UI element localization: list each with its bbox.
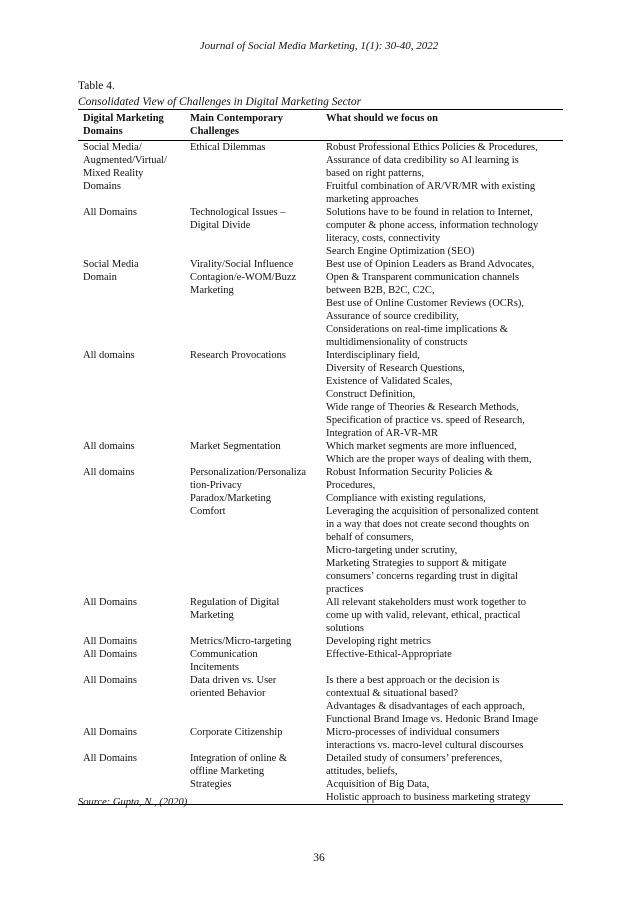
table-row: [78, 466, 563, 596]
challenge-cell: Research Provocations: [190, 350, 286, 361]
table-row: [78, 648, 563, 674]
focus-cell: Solutions have to be found in relation to Internet, computer & phone access, information technology literacy, costs, connectivity Search Engine Optimization (SEO): [326, 207, 539, 257]
table-body: [78, 141, 563, 804]
page-number: 36: [313, 852, 325, 864]
domain-cell: All Domains: [83, 207, 137, 218]
challenge-cell: Ethical Dilemmas: [190, 142, 266, 153]
challenge-cell: Virality/Social Influence Contagion/e-WOM/Buzz Marketing: [190, 259, 297, 296]
focus-cell: Detailed study of consumers’ preferences, attitudes, beliefs, Acquisition of Big Data, Holistic approach to business marketing strategy: [326, 753, 531, 803]
challenge-cell: Personalization/Personaliza tion-Privacy Paradox/Marketing Comfort: [190, 467, 307, 517]
column-header-domains: Digital Marketing Domains: [83, 113, 164, 137]
focus-cell: Is there a best approach or the decision is contextual & situational based? Advantages & disadvantages of each approach, Functional Brand Image vs. Hedonic Brand Image: [326, 675, 538, 725]
domain-cell: All domains: [83, 350, 135, 361]
challenge-cell: Data driven vs. User oriented Behavior: [190, 675, 277, 699]
focus-cell: Developing right metrics: [326, 636, 431, 647]
focus-cell: Robust Professional Ethics Policies & Procedures, Assurance of data credibility so AI learning is based on right patterns, Fruitful combination of AR/VR/MR with existing marketing approaches: [326, 142, 538, 205]
table-row: [78, 141, 563, 206]
focus-cell: Micro-processes of individual consumers interactions vs. macro-level cultural discourses: [326, 727, 524, 751]
column-header-focus: What should we focus on: [326, 113, 439, 124]
focus-cell: All relevant stakeholders must work together to come up with valid, relevant, ethical, practical solutions: [326, 597, 527, 634]
challenge-cell: Metrics/Micro-targeting: [190, 636, 292, 647]
table-row: [78, 635, 563, 648]
table-row: [78, 440, 563, 466]
table-row: [78, 726, 563, 752]
table-source-note: Source: Gupta, N., (2020): [78, 797, 188, 808]
focus-cell: Interdisciplinary field, Diversity of Research Questions, Existence of Validated Scales, Construct Definition, Wide range of Theories & Research Methods, Specification of practice vs. speed of Research, Integration of AR-VR-MR: [326, 350, 525, 439]
focus-cell: Robust Information Security Policies & Procedures, Compliance with existing regulations, Leveraging the acquisition of personalized content in a way that does not create second thoughts on behalf of consumers, Micro-targeting under scrutiny, Marketing Strategies to support & mitigate consumers’ concerns regarding trust in digital practices: [326, 467, 539, 595]
table-row: [78, 596, 563, 635]
focus-cell: Effective-Ethical-Appropriate: [326, 649, 452, 660]
challenge-cell: Regulation of Digital Marketing: [190, 597, 280, 621]
journal-header: Journal of Social Media Marketing, 1(1): 30-40, 2022: [199, 40, 439, 52]
table-row: [78, 206, 563, 258]
challenge-cell: Market Segmentation: [190, 441, 281, 452]
domain-cell: All domains: [83, 467, 135, 478]
table-caption: Consolidated View of Challenges in Digital Marketing Sector: [78, 96, 362, 108]
focus-cell: Best use of Opinion Leaders as Brand Advocates, Open & Transparent communication channels between B2B, B2C, C2C, Best use of Online Customer Reviews (OCRs), Assurance of source credibility, Considerations on real-time implications & multidimensionality of constructs: [326, 259, 535, 348]
focus-cell: Which market segments are more influenced, Which are the proper ways of dealing with them,: [326, 441, 532, 465]
table-row: [78, 674, 563, 726]
table-header-row: [78, 110, 563, 140]
domain-cell: Social Media/ Augmented/Virtual/ Mixed Reality Domains: [83, 142, 167, 192]
table-row: [78, 258, 563, 349]
domain-cell: All domains: [83, 441, 135, 452]
challenges-table: [78, 109, 563, 805]
challenge-cell: Technological Issues – Digital Divide: [190, 207, 286, 231]
domain-cell: All Domains: [83, 727, 137, 738]
table-row: [78, 349, 563, 440]
domain-cell: All Domains: [83, 597, 137, 608]
table-label: Table 4.: [78, 80, 115, 92]
challenge-cell: Communication Incitements: [190, 649, 258, 673]
column-header-challenges: Main Contemporary Challenges: [190, 113, 284, 137]
domain-cell: All Domains: [83, 675, 137, 686]
domain-cell: All Domains: [83, 636, 137, 647]
domain-cell: Social Media Domain: [83, 259, 139, 283]
domain-cell: All Domains: [83, 649, 137, 660]
challenge-cell: Integration of online & offline Marketing Strategies: [190, 753, 288, 790]
domain-cell: All Domains: [83, 753, 137, 764]
challenge-cell: Corporate Citizenship: [190, 727, 283, 738]
